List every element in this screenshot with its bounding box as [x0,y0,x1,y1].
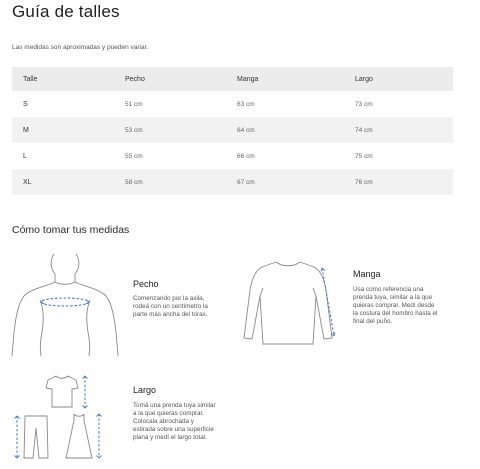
table-header [12,67,453,91]
header-largo: Largo [355,75,373,83]
manga-text [353,286,437,326]
pecho-line: rodeá con un centímetro la [133,303,208,310]
pecho-title: Pecho [133,279,159,289]
largo-line: Tomá una prenda tuya similar [133,402,216,409]
header-talle: Talle [23,75,38,83]
largo-line: Colocala abrochada y [133,418,194,425]
torso-pecho-icon [10,252,120,358]
manga-line: quieras comprar. Medí desde [353,302,435,309]
dress-icon [62,412,96,462]
cell-pecho: 51 cm [125,100,143,108]
cell-largo: 74 cm [355,126,373,134]
tshirt-length-arrow-icon [82,374,88,410]
manga-line: Usa como referencia una [353,286,424,293]
pants-length-arrow-icon [14,414,20,460]
manga-line: la costura del hombro hasta el [353,310,438,317]
largo-line: estirada sobre una superficie [133,426,214,433]
largo-line: plana y medí el largo total. [133,434,207,441]
pecho-line: Comenzando por la axila, [133,295,205,302]
table-row [12,143,453,169]
largo-line: a la que quieras comprar. [133,410,205,417]
howto-title: Cómo tomar tus medidas [12,224,130,236]
cell-largo: 76 cm [355,178,373,186]
cell-pecho: 53 cm [125,126,143,134]
table-row [12,117,453,143]
table-row [12,91,453,117]
cell-manga: 64 cm [237,126,255,134]
cell-manga: 66 cm [237,152,255,160]
largo-text [133,402,216,442]
cell-largo: 75 cm [355,152,373,160]
cell-manga: 67 cm [237,178,255,186]
size-note: Las medidas son aproximadas y pueden variar. [12,44,149,51]
header-manga: Manga [237,75,259,83]
cell-talle: L [23,152,27,160]
cell-talle: XL [23,178,32,186]
tshirt-icon [44,374,80,410]
cell-talle: S [23,100,28,108]
cell-talle: M [23,126,29,134]
manga-title: Manga [353,269,381,279]
manga-line: final del puño. [353,318,393,325]
size-table [12,67,453,195]
pecho-line: parte más ancha del torax. [133,311,208,318]
largo-title: Largo [133,385,157,395]
manga-line: prenda tuya, similar a la que [353,294,433,301]
pecho-text [133,295,208,319]
pants-icon [22,414,50,460]
sweater-manga-icon [238,258,338,346]
cell-largo: 73 cm [355,100,373,108]
cell-pecho: 58 cm [125,178,143,186]
cell-manga: 63 cm [237,100,255,108]
header-pecho: Pecho [125,75,145,83]
page-title: Guía de talles [12,2,120,21]
dress-length-arrow-icon [96,412,102,462]
table-row [12,169,453,195]
cell-pecho: 55 cm [125,152,143,160]
